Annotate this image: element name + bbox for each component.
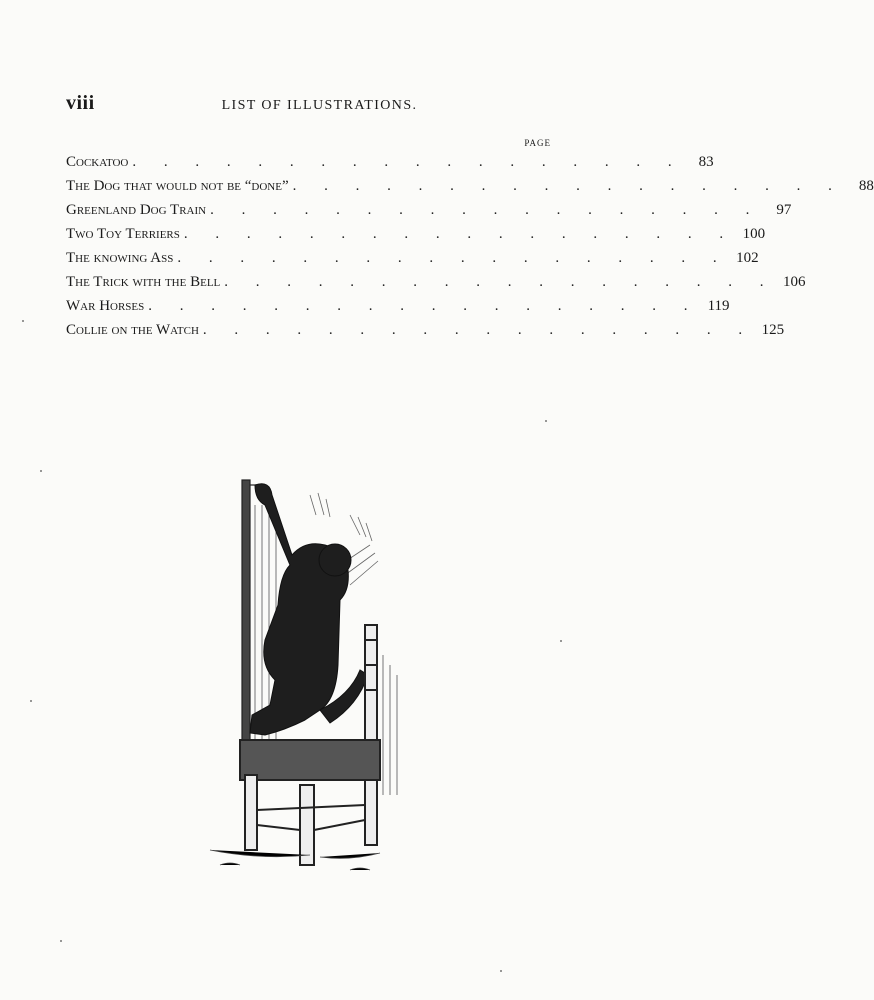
list-item: [66, 270, 806, 294]
illustrations-list: [66, 150, 874, 342]
list-item: [66, 318, 785, 342]
entry-title: The Trick with the Bell: [66, 274, 221, 290]
list-item: [66, 294, 730, 318]
page-folio: viii: [66, 92, 95, 114]
leader-dots: . . . . . . . . . . . . . . . . . .: [148, 298, 700, 314]
leader-dots: . . . . . . . . . . . . . . . . . .: [202, 322, 755, 338]
entry-title: Greenland Dog Train: [66, 202, 207, 218]
leader-dots: . . . . . . . . . . . . . . . . . .: [210, 202, 762, 218]
entry-page: 97: [776, 202, 792, 218]
running-head: LIST OF ILLUSTRATIONS.: [221, 98, 418, 113]
leader-dots: . . . . . . . . . . . . . . . . . .: [183, 226, 736, 242]
list-item: [66, 198, 792, 222]
leader-dots: . . . . . . . . . . . . . . . . . .: [177, 250, 729, 266]
list-item: [66, 150, 714, 174]
entry-page: 83: [698, 154, 714, 170]
entry-title: The knowing Ass: [66, 250, 174, 266]
entry-title: Cockatoo: [66, 154, 129, 170]
leader-dots: . . . . . . . . . . . . . . . . . .: [132, 154, 684, 170]
entry-page: 100: [742, 226, 766, 242]
leader-dots: . . . . . . . . . . . . . . . . . .: [224, 274, 776, 290]
entry-title: War Horses: [66, 298, 145, 314]
entry-title: The Dog that would not be “done”: [66, 178, 289, 194]
entry-title: Collie on the Watch: [66, 322, 199, 338]
list-item: [66, 174, 874, 198]
entry-page: 88: [858, 178, 874, 194]
monkey-bell-illustration: [200, 465, 420, 885]
entry-page: 119: [707, 298, 730, 314]
entry-page: 125: [761, 322, 785, 338]
entry-page: 102: [736, 250, 759, 266]
entry-title: Two Toy Terriers: [66, 226, 180, 242]
entry-page: 106: [783, 274, 806, 290]
page-column-label: PAGE: [524, 138, 551, 148]
leader-dots: . . . . . . . . . . . . . . . . . .: [292, 178, 844, 194]
list-item: [66, 246, 759, 270]
list-item: [66, 222, 766, 246]
